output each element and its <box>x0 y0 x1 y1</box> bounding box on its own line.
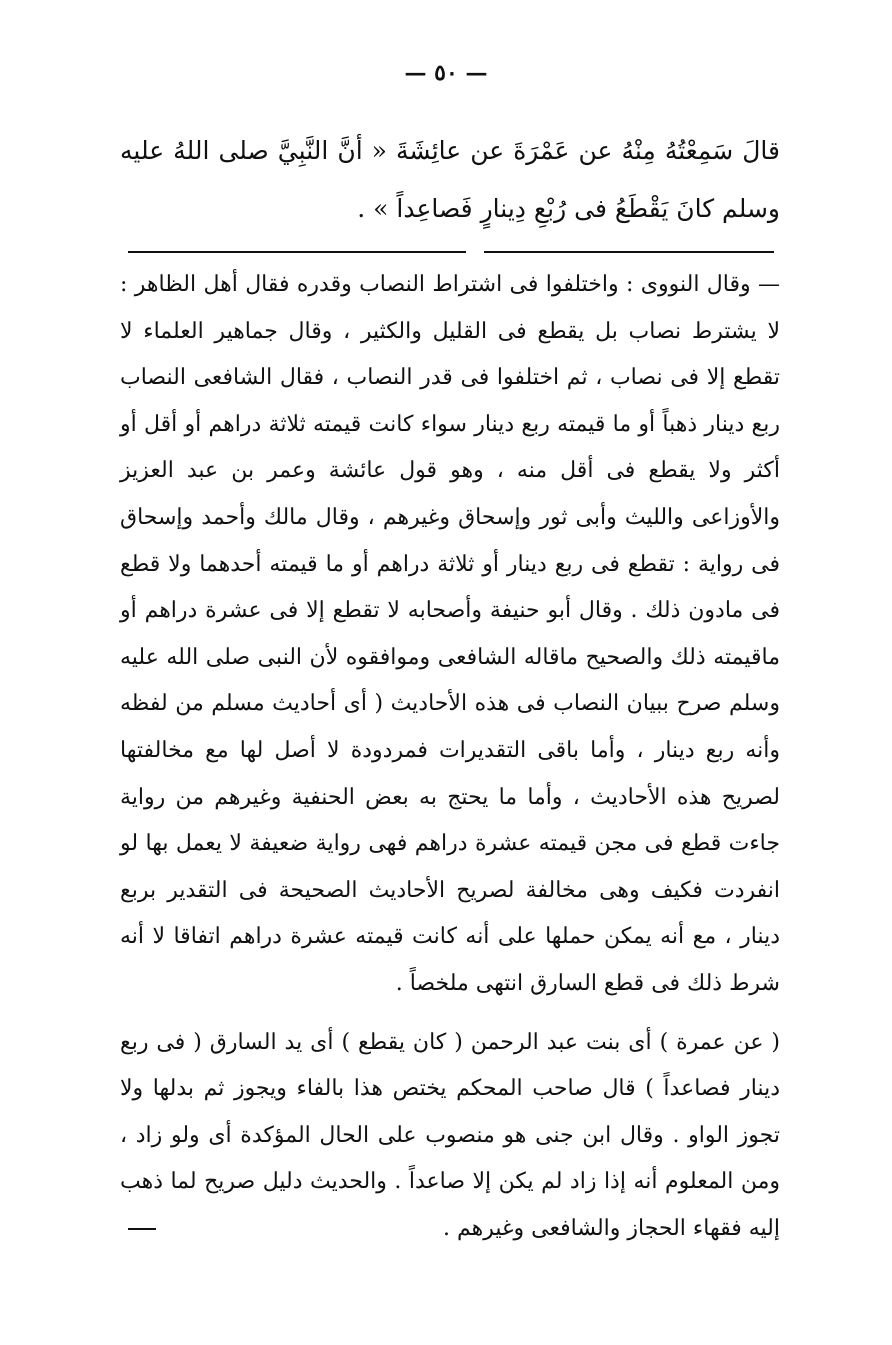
commentary-paragraph-amra: ( عن عمرة ) أى بنت عبد الرحمن ( كان يقطع ) أى يد السارق ( فى ربع دينار فصاعداً ) قال صاحب المحكم يختص هذا بالفاء ويجوز ثم بدلها ولا تجوز الواو . وقال ابن جنى هو منصوب على الحال المؤكدة أى ولو زاد ، ومن المعلوم أنه إذا زاد لم يكن إلا صاعداً . والحديث دليل صريح لما ذهب إليه فقهاء الحجاز والشافعى وغيرهم . <box>120 1029 780 1241</box>
commentary-paragraph-nawawi: — وقال النووى : واختلفوا فى اشتراط النصاب وقدره فقال أهل الظاهر : لا يشترط نصاب بل يقطع فى القليل والكثير ، وقال جماهير العلماء لا تقطع إلا فى نصاب ، ثم اختلفوا فى قدر النصاب ، فقال الشافعى النصاب ربع دينار ذهباً أو ما قيمته ربع دينار سواء كانت قيمته ثلاثة دراهم أو أقل أو أكثر ولا يقطع فى أقل منه ، وهو قول عائشة وعمر بن عبد العزيز والأوزاعى والليث وأبى ثور وإسحاق وغيرهم ، وقال مالك وأحمد وإسحاق فى رواية : تقطع فى ربع دينار أو ثلاثة دراهم أو ما قيمته أحدهما ولا قطع فى مادون ذلك . وقال أبو حنيفة وأصحابه لا تقطع إلا فى عشرة دراهم أو ماقيمته ذلك والصحيح ماقاله الشافعى وموافقوه لأن النبى صلى الله عليه وسلم صرح ببيان النصاب فى هذه الأحاديث ( أى أحاديث مسلم من لفظه وأنه ربع دينار ، وأما باقى التقديرات فمردودة لا أصل لها مع مخالفتها لصريح هذه الأحاديث ، وأما ما يحتج به بعض الحنفية وغيرهم من رواية جاءت قطع فى مجن قيمته عشرة دراهم فهى رواية ضعيفة لا يعمل بها لو انفردت فكيف وهى مخالفة لصريح الأحاديث الصحيحة فى التقدير بربع دينار ، مع أنه يمكن حملها على أنه كانت قيمته عشرة دراهم اتفاقا لا أنه شرط ذلك فى قطع السارق انتهى ملخصاً . <box>120 272 781 996</box>
separator-rule-left <box>128 251 466 253</box>
footnote-dash <box>128 1228 156 1230</box>
hadith-text: قالَ سَمِعْتُهُ مِنْهُ عن عَمْرَةَ عن عائِشَةَ « أنَّ النَّبِيَّ صلى اللهُ عليه وسلم كانَ يَقْطَعُ فى رُبْعِ دِينارٍ فَصاعِداً » . <box>120 136 780 223</box>
separator-rule-right <box>484 251 774 253</box>
commentary-block <box>120 262 780 1252</box>
page-number: — ٥٠ — <box>404 60 488 86</box>
